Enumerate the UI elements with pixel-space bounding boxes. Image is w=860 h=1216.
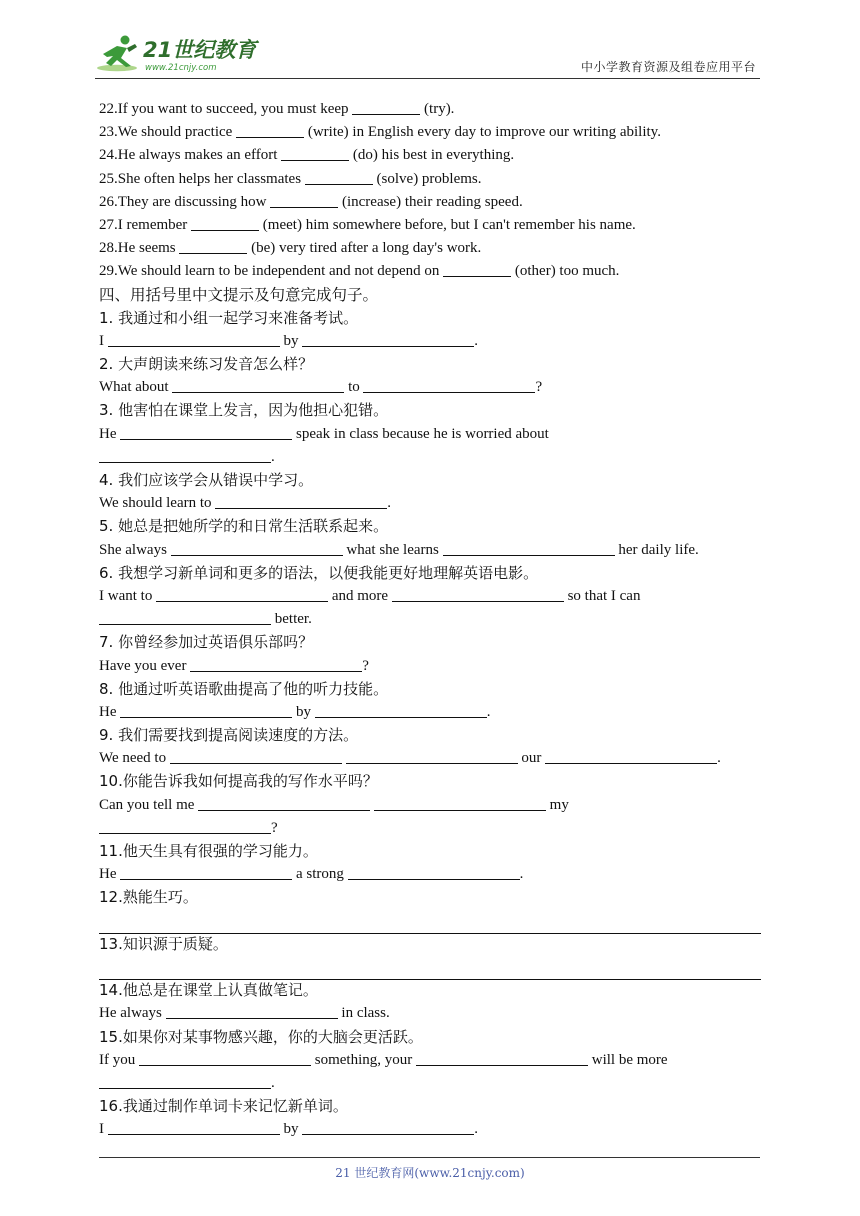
answer-blank[interactable] [191, 215, 259, 231]
item-text: He seems [117, 240, 176, 257]
answer-text: I [99, 332, 104, 349]
answer-blank[interactable] [120, 424, 292, 440]
answer-text: What about [99, 379, 169, 396]
question-prompt: 13.知识源于质疑。 [99, 934, 228, 953]
question-prompt: 2. 大声朗读来练习发音怎么样？ [99, 355, 314, 374]
answer-blank[interactable] [392, 586, 564, 602]
list-item [99, 191, 761, 214]
question-prompt: 14.他总是在课堂上认真做笔记。 [99, 981, 318, 1000]
item-number: 27. [99, 216, 118, 233]
answer-blank[interactable] [108, 1119, 280, 1135]
answer-line [99, 330, 761, 353]
answer-line [99, 956, 761, 979]
answer-blank[interactable] [416, 1050, 588, 1066]
footer-divider [99, 1157, 760, 1158]
answer-text: He [99, 703, 117, 720]
answer-blank[interactable] [348, 864, 520, 880]
answer-text: . [486, 703, 491, 720]
writing-rule[interactable] [99, 910, 761, 934]
answer-blank[interactable] [172, 377, 344, 393]
answer-line [99, 910, 761, 933]
answer-text: She always [99, 541, 167, 558]
item-text: (write) in English every day to improve our writing ability. [307, 124, 661, 141]
answer-blank[interactable] [99, 1073, 271, 1089]
answer-line [99, 608, 761, 631]
list-item [99, 168, 761, 191]
item-number: 26. [99, 193, 118, 210]
item-text: If you want to succeed, you must keep [117, 101, 349, 117]
answer-text: so that I can [567, 587, 641, 604]
answer-blank[interactable] [139, 1050, 311, 1066]
answer-text: . [474, 1121, 478, 1138]
answer-blank[interactable] [108, 331, 280, 347]
answer-blank[interactable] [99, 609, 271, 625]
answer-blank[interactable] [171, 540, 343, 556]
answer-text: by [283, 332, 299, 349]
answer-blank[interactable] [352, 99, 420, 115]
writing-rule[interactable] [99, 956, 761, 980]
item-number: 25. [99, 170, 118, 187]
item-number: 24. [99, 147, 118, 164]
answer-text: I want to [99, 587, 153, 604]
answer-blank[interactable] [99, 818, 271, 834]
answer-blank[interactable] [315, 702, 487, 718]
answer-text: by [296, 703, 311, 720]
answer-line [99, 446, 761, 469]
answer-line [99, 655, 761, 678]
item-text: They are discussing how [117, 193, 267, 210]
answer-blank[interactable] [302, 1119, 474, 1135]
answer-line [99, 1118, 761, 1141]
answer-text: . [519, 866, 524, 883]
answer-text: If you [99, 1051, 136, 1068]
item-text: (other) too much. [514, 263, 620, 280]
item-number: 23. [99, 124, 118, 141]
answer-blank[interactable] [120, 702, 292, 718]
answer-line [99, 1002, 761, 1025]
answer-line [99, 423, 761, 446]
answer-line [99, 376, 761, 399]
question-prompt: 6. 我想学习新单词和更多的语法，以便我能更好地理解英语电影。 [99, 563, 539, 582]
item-number: 22. [99, 101, 118, 117]
answer-blank[interactable] [302, 331, 474, 347]
answer-blank[interactable] [545, 748, 717, 764]
answer-blank[interactable] [443, 540, 615, 556]
answer-blank[interactable] [305, 169, 373, 185]
item-text: (try). [424, 101, 455, 117]
item-text: (meet) him somewhere before, but I can't remember his name. [262, 216, 636, 233]
answer-blank[interactable] [166, 1003, 338, 1019]
answer-line [99, 794, 761, 817]
question-prompt: 9. 我们需要找到提高阅读速度的方法。 [99, 726, 359, 745]
question-prompt: 15.如果你对某事物感兴趣，你的大脑会更活跃。 [99, 1027, 423, 1046]
item-text: (increase) their reading speed. [341, 193, 523, 210]
answer-text: He [99, 425, 117, 442]
worksheet-content [99, 98, 761, 1141]
item-text: He always makes an effort [117, 147, 278, 164]
question-prompt: 5. 她总是把她所学的和日常生活联系起来。 [99, 517, 389, 536]
answer-text: He always [99, 1005, 162, 1022]
list-item [99, 144, 761, 167]
item-text: I remember [117, 216, 188, 233]
question-prompt: 7. 你曾经参加过英语俱乐部吗？ [99, 633, 314, 652]
answer-text: . [717, 750, 721, 767]
answer-blank[interactable] [374, 795, 546, 811]
item-text: She often helps her classmates [117, 170, 302, 187]
answer-blank[interactable] [346, 748, 518, 764]
item-text: (do) his best in everything. [352, 147, 515, 164]
answer-blank[interactable] [270, 192, 338, 208]
answer-blank[interactable] [215, 493, 387, 509]
answer-blank[interactable] [281, 145, 349, 161]
answer-line [99, 539, 761, 562]
section-title: 四、用括号里中文提示及句意完成句子。 [99, 285, 379, 304]
answer-text: our [521, 750, 542, 767]
list-item [99, 237, 761, 260]
answer-blank[interactable] [156, 586, 328, 602]
list-item [99, 260, 761, 283]
answer-text: ? [271, 819, 278, 836]
answer-text: what she learns [346, 541, 439, 558]
answer-text: We should learn to [99, 495, 212, 512]
answer-text: speak in class because he is worried about [296, 425, 549, 442]
answer-blank[interactable] [236, 122, 304, 138]
answer-line [99, 585, 761, 608]
question-prompt: 4. 我们应该学会从错误中学习。 [99, 471, 314, 489]
answer-text: by [283, 1121, 299, 1138]
answer-line [99, 747, 761, 770]
item-text: (solve) problems. [376, 170, 482, 187]
item-text: (be) very tired after a long day's work. [251, 240, 482, 257]
answer-text: ? [535, 379, 543, 396]
answer-text: a strong [296, 866, 344, 883]
logo-url: www.21cnjy.com [145, 63, 217, 73]
answer-blank[interactable] [120, 864, 292, 880]
answer-text: my [549, 796, 569, 813]
answer-line [99, 863, 761, 886]
answer-text: Have you ever [99, 657, 187, 674]
answer-text: He [99, 866, 117, 883]
list-item [99, 98, 761, 121]
answer-text: . [271, 448, 275, 465]
answer-text: her daily life. [618, 541, 699, 558]
answer-text: ? [362, 657, 369, 674]
logo-text: 21世纪教育 [143, 38, 257, 62]
answer-text: . [474, 332, 478, 349]
list-item [99, 214, 761, 237]
item-number: 28. [99, 240, 118, 257]
question-prompt: 16.我通过制作单词卡来记忆新单词。 [99, 1097, 348, 1116]
answer-blank[interactable] [443, 261, 511, 277]
answer-blank[interactable] [179, 238, 247, 254]
answer-text: I [99, 1121, 104, 1138]
page-footer: 21 世纪教育网(www.21cnjy.com) [335, 1166, 525, 1180]
answer-line [99, 1072, 761, 1095]
item-text: We should practice [117, 124, 233, 141]
answer-text: . [271, 1074, 275, 1091]
answer-text: better. [274, 611, 312, 628]
runner-logo-icon [95, 32, 265, 76]
answer-line [99, 492, 761, 515]
answer-line [99, 1049, 761, 1072]
question-prompt: 12.熟能生巧。 [99, 888, 198, 907]
answer-text: We need to [99, 750, 167, 767]
page-header [95, 32, 760, 79]
question-prompt: 10.你能告诉我如何提高我的写作水平吗？ [99, 772, 378, 791]
answer-text: Can you tell me [99, 796, 195, 813]
answer-line [99, 817, 761, 840]
answer-text: to [348, 379, 360, 396]
question-prompt: 3. 他害怕在课堂上发言，因为他担心犯错。 [99, 401, 389, 420]
answer-blank[interactable] [99, 447, 271, 463]
answer-line [99, 701, 761, 724]
answer-blank[interactable] [170, 748, 342, 764]
logo [95, 32, 265, 76]
answer-text: and more [331, 587, 389, 604]
question-prompt: 8. 他通过听英语歌曲提高了他的听力技能。 [99, 679, 389, 698]
item-number: 29. [99, 263, 118, 280]
site-tagline: 中小学教育资源及组卷应用平台 [580, 60, 756, 74]
fill-words-list [99, 98, 761, 284]
answer-blank[interactable] [198, 795, 370, 811]
answer-text: something, your [314, 1051, 413, 1068]
answer-blank[interactable] [363, 377, 535, 393]
answer-text: . [387, 495, 392, 512]
list-item [99, 121, 761, 144]
question-prompt: 11.他天生具有很强的学习能力。 [99, 842, 318, 860]
item-text: We should learn to be independent and not depend on [117, 263, 440, 280]
answer-blank[interactable] [190, 656, 362, 672]
answer-text: in class. [341, 1005, 390, 1022]
answer-text: will be more [591, 1051, 668, 1068]
question-prompt: 1. 我通过和小组一起学习来准备考试。 [99, 308, 359, 327]
